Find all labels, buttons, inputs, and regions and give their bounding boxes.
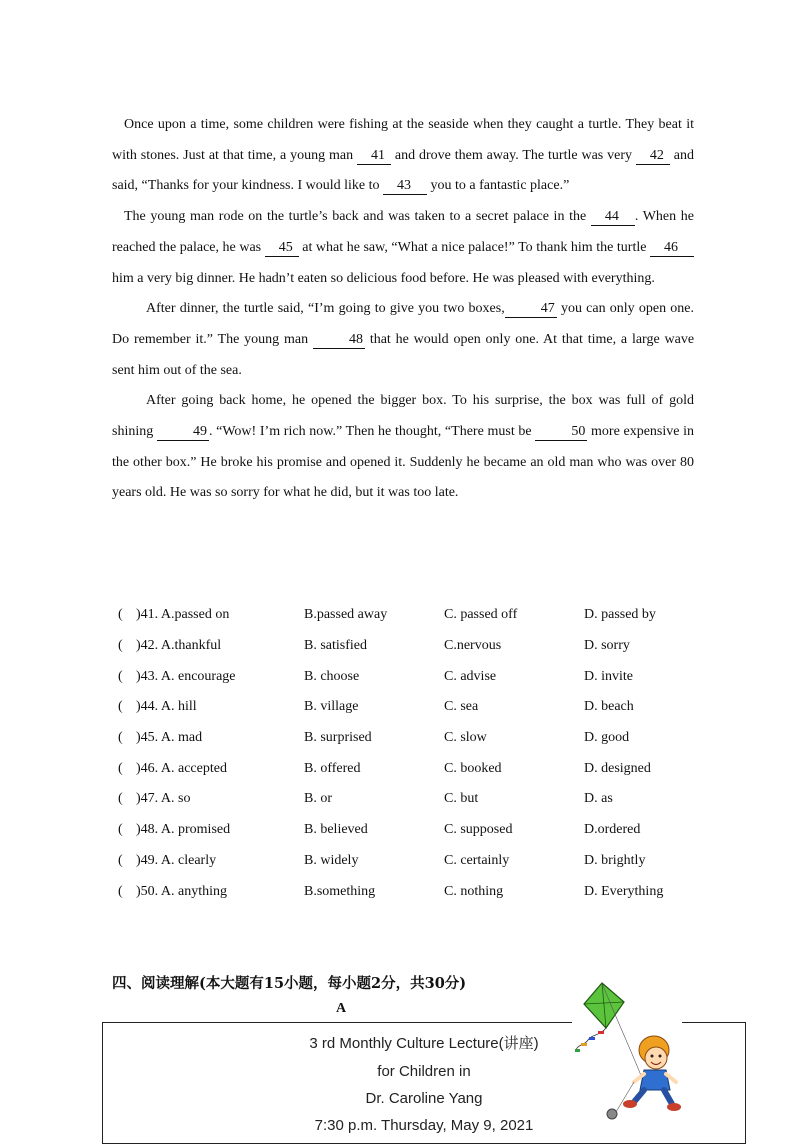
question-43	[118, 661, 718, 692]
question-41	[118, 600, 718, 631]
blank-46: 46	[650, 240, 694, 257]
option-a	[118, 853, 304, 869]
question-49	[118, 846, 718, 877]
question-label: )50. A. anything	[136, 883, 227, 899]
answer-paren[interactable]: (	[118, 822, 123, 838]
question-label: )44. A. hill	[136, 699, 197, 715]
question-50	[118, 876, 718, 907]
option-a	[118, 699, 304, 715]
option-a	[118, 669, 304, 685]
text: Once upon a time, some children were fishing at the seaside when they caught a turtle. They beat it with stones. Just at that time, a young man	[112, 117, 694, 163]
option-b: B. widely	[304, 852, 359, 868]
option-d: D. sorry	[584, 638, 630, 654]
paragraph-2	[112, 202, 694, 294]
paragraph-3	[112, 294, 694, 386]
option-c: C. advise	[444, 668, 497, 684]
question-47	[118, 784, 718, 815]
notice-speaker: Dr. Caroline Yang	[365, 1090, 483, 1107]
blank-50: 50	[535, 424, 587, 441]
option-c: C. passed off	[444, 607, 518, 623]
option-a	[118, 884, 304, 900]
blank-44: 44	[591, 209, 635, 226]
option-d: D. beach	[584, 699, 634, 715]
text: After dinner, the turtle said, “I’m going to give you two boxes,	[146, 301, 505, 317]
option-a	[118, 791, 304, 807]
blank-49: 49	[157, 424, 209, 441]
question-45	[118, 723, 718, 754]
answer-paren[interactable]: (	[118, 730, 123, 746]
option-b: B. or	[304, 791, 332, 807]
text: and said, “Thanks for your kindness. I would like to	[112, 147, 694, 194]
text: that he would open only one. At that time, a large wave sent him out of the sea.	[112, 331, 695, 378]
option-c: C.nervous	[444, 638, 502, 654]
option-c: C. certainly	[444, 852, 510, 868]
question-44	[118, 692, 718, 723]
option-a	[118, 638, 304, 654]
text: After going back home, he opened the bigger box. To his surprise, the box was full of gold shining	[112, 393, 694, 440]
question-label: )46. A. accepted	[136, 760, 227, 776]
blank-42: 42	[636, 148, 670, 165]
answer-paren[interactable]: (	[118, 638, 123, 654]
answer-paren[interactable]: (	[118, 852, 123, 868]
answer-paren[interactable]: (	[118, 760, 123, 776]
blank-47: 47	[505, 301, 557, 318]
option-d: D. passed by	[584, 607, 656, 623]
question-48	[118, 815, 718, 846]
cloze-passage	[112, 110, 694, 509]
notice-audience: for Children in	[377, 1063, 471, 1080]
option-b: B.something	[304, 883, 376, 899]
option-d: D. Everything	[584, 883, 664, 899]
option-b: B. village	[304, 699, 359, 715]
question-label: )41. A.passed on	[136, 607, 230, 623]
option-b: B. choose	[304, 668, 360, 684]
text: . When he reached the palace, he was	[112, 209, 694, 255]
text: at what he saw, “What a nice palace!” To thank him the turtle	[302, 239, 647, 255]
answer-paren[interactable]: (	[118, 699, 123, 715]
text: him a very big dinner. He hadn’t eaten so delicious food before. He was pleased with everything.	[112, 270, 655, 286]
question-label: )42. A.thankful	[136, 638, 222, 654]
passage-label: A	[336, 1001, 347, 1016]
question-42	[118, 631, 718, 662]
option-a	[118, 761, 304, 777]
option-a	[118, 730, 304, 746]
option-b: B.passed away	[304, 607, 388, 623]
option-c: C. booked	[444, 760, 502, 776]
option-d: D. as	[584, 791, 613, 807]
paragraph-1	[112, 110, 694, 202]
option-c: C. but	[444, 791, 479, 807]
option-c: C. slow	[444, 730, 487, 746]
blank-41: 41	[357, 148, 391, 165]
answer-paren[interactable]: (	[118, 791, 123, 807]
notice-time: 7:30 p.m. Thursday, May 9, 2021	[314, 1117, 534, 1134]
text: . “Wow! I’m rich now.” Then he thought, “There must be	[208, 424, 532, 440]
answer-paren[interactable]: (	[118, 668, 123, 684]
question-46	[118, 753, 718, 784]
option-d: D. invite	[584, 668, 633, 684]
kite-icon	[575, 983, 642, 1078]
question-label: )45. A. mad	[136, 730, 203, 746]
question-label: )48. A. promised	[136, 822, 231, 838]
text: and drove them away. The turtle was very	[394, 147, 632, 163]
answer-paren[interactable]: (	[118, 883, 123, 899]
option-b: B. surprised	[304, 730, 372, 746]
option-d: D. brightly	[584, 852, 646, 868]
text: more expensive in the other box.” He broke his promise and opened it. Suddenly he became an old man who was over 80 years old. He was so sorry for what he did, but it was too late.	[112, 424, 695, 501]
text: you to a fantastic place.”	[430, 178, 570, 194]
answer-options	[118, 600, 718, 907]
blank-48: 48	[313, 332, 365, 349]
text: you can only open one. Do remember it.” The young man	[112, 301, 695, 347]
kite-boy-illustration	[572, 978, 682, 1123]
option-d: D. good	[584, 730, 630, 746]
boy-icon	[607, 1036, 681, 1119]
blank-43: 43	[383, 178, 427, 195]
option-c: C. nothing	[444, 883, 504, 899]
text: The young man rode on the turtle’s back and was taken to a secret palace in the	[124, 209, 587, 225]
question-label: )49. A. clearly	[136, 852, 217, 868]
option-a	[118, 607, 304, 623]
question-label: )43. A. encourage	[136, 668, 236, 684]
option-b: B. believed	[304, 822, 368, 838]
option-d: D. designed	[584, 760, 651, 776]
question-label: )47. A. so	[136, 791, 191, 807]
paragraph-4	[112, 386, 694, 509]
answer-paren[interactable]: (	[118, 607, 123, 623]
option-b: B. satisfied	[304, 638, 367, 654]
blank-45: 45	[265, 240, 299, 257]
option-b: B. offered	[304, 760, 361, 776]
notice-title: 3 rd Monthly Culture Lecture(讲座)	[309, 1035, 539, 1052]
option-c: C. supposed	[444, 822, 513, 838]
section-heading: 四、阅读理解(本大题有15小题，每小题2分，共30分)	[112, 975, 467, 992]
option-d: D.ordered	[584, 822, 641, 838]
option-a	[118, 822, 304, 838]
option-c: C. sea	[444, 699, 479, 715]
